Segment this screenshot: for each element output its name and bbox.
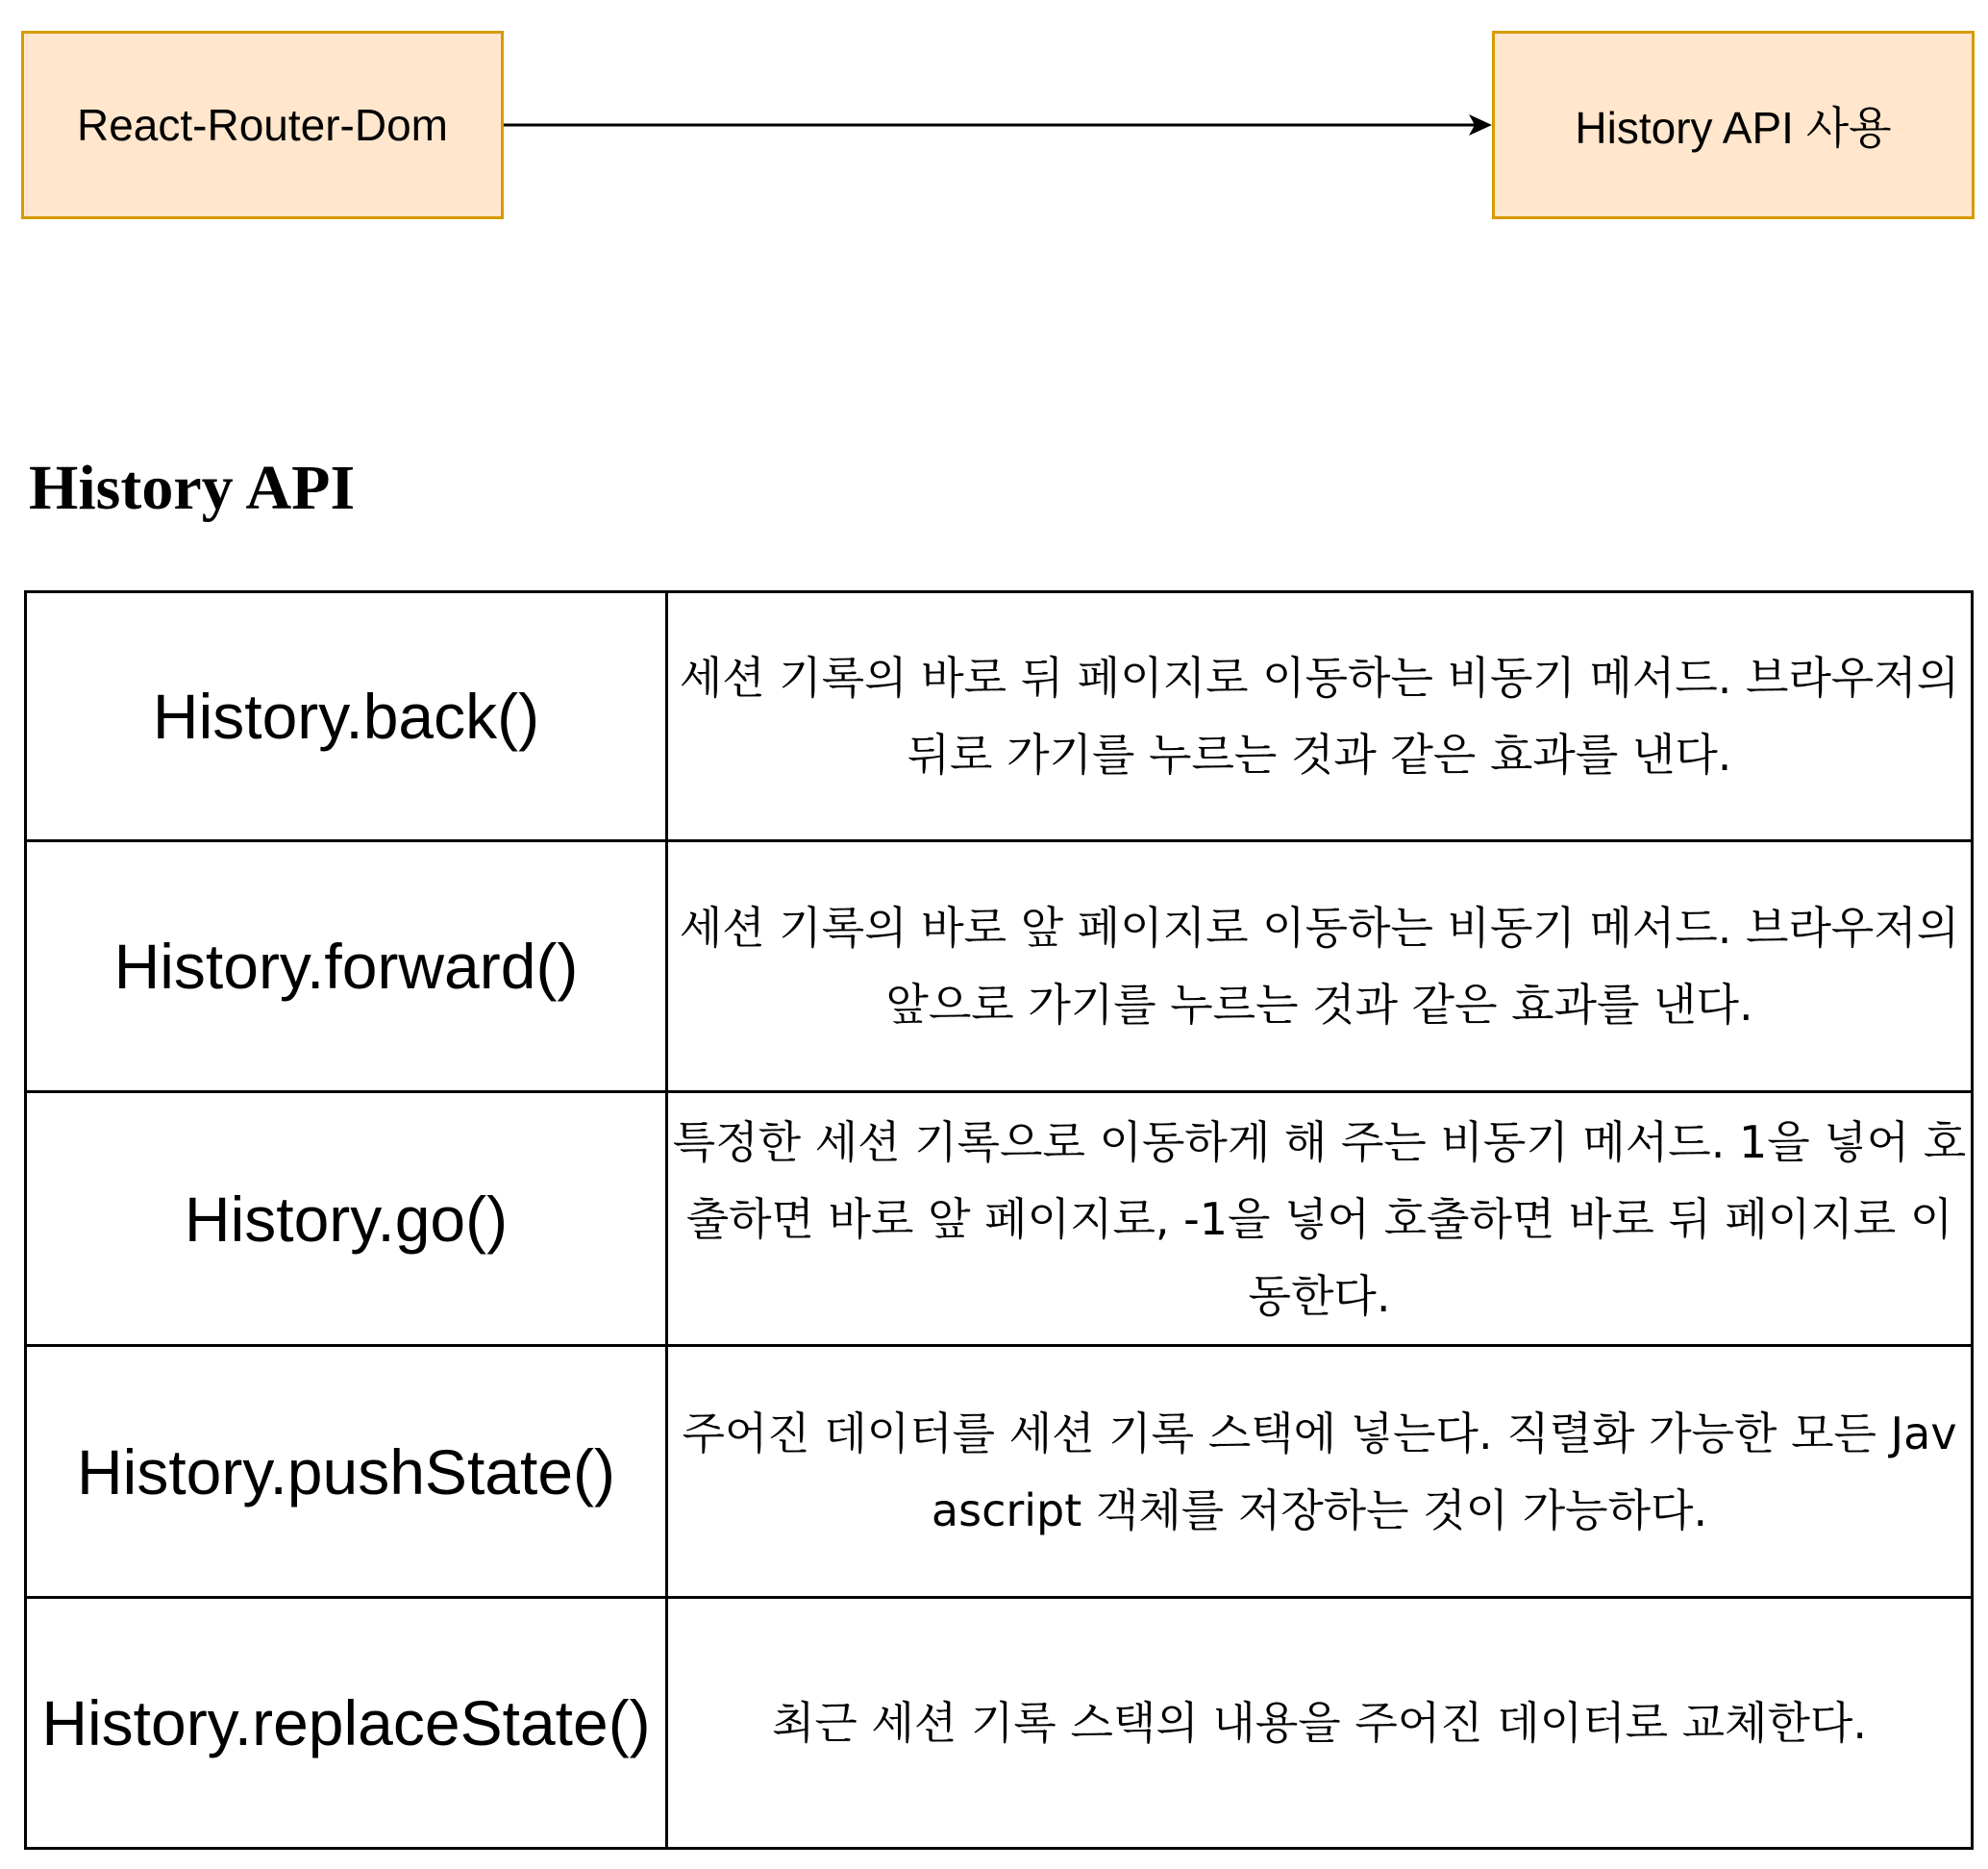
table-row — [26, 1092, 1973, 1346]
method-cell: History.pushState() — [26, 1346, 667, 1598]
section-title: History API — [29, 453, 356, 523]
description-cell: 세션 기록의 바로 뒤 페이지로 이동하는 비동기 메서드. 브라우저의 뒤로 가기를 누르는 것과 같은 효과를 낸다. — [667, 592, 1973, 841]
description-cell: 세션 기록의 바로 앞 페이지로 이동하는 비동기 메서드. 브라우저의 앞으로 가기를 누르는 것과 같은 효과를 낸다. — [667, 841, 1973, 1092]
method-cell: History.go() — [26, 1092, 667, 1346]
description-cell: 특정한 세션 기록으로 이동하게 해 주는 비동기 메서드. 1을 넣어 호출하면 바로 앞 페이지로, -1을 넣어 호출하면 바로 뒤 페이지로 이동한다. — [667, 1092, 1973, 1346]
history-api-table — [24, 590, 1974, 1850]
method-cell: History.replaceState() — [26, 1598, 667, 1849]
node-label: History API 사용 — [1575, 103, 1892, 153]
method-cell: History.back() — [26, 592, 667, 841]
method-cell: History.forward() — [26, 841, 667, 1092]
description-cell: 주어진 데이터를 세션 기록 스택에 넣는다. 직렬화 가능한 모든 Javascript 객체를 저장하는 것이 가능하다. — [667, 1346, 1973, 1598]
node-history-api-usage — [1492, 31, 1975, 219]
table-row — [26, 841, 1973, 1092]
table-row — [26, 1598, 1973, 1849]
description-cell: 최근 세션 기록 스택의 내용을 주어진 데이터로 교체한다. — [667, 1598, 1973, 1849]
node-label: React-Router-Dom — [77, 100, 448, 150]
table-row — [26, 1346, 1973, 1598]
table-row — [26, 592, 1973, 841]
